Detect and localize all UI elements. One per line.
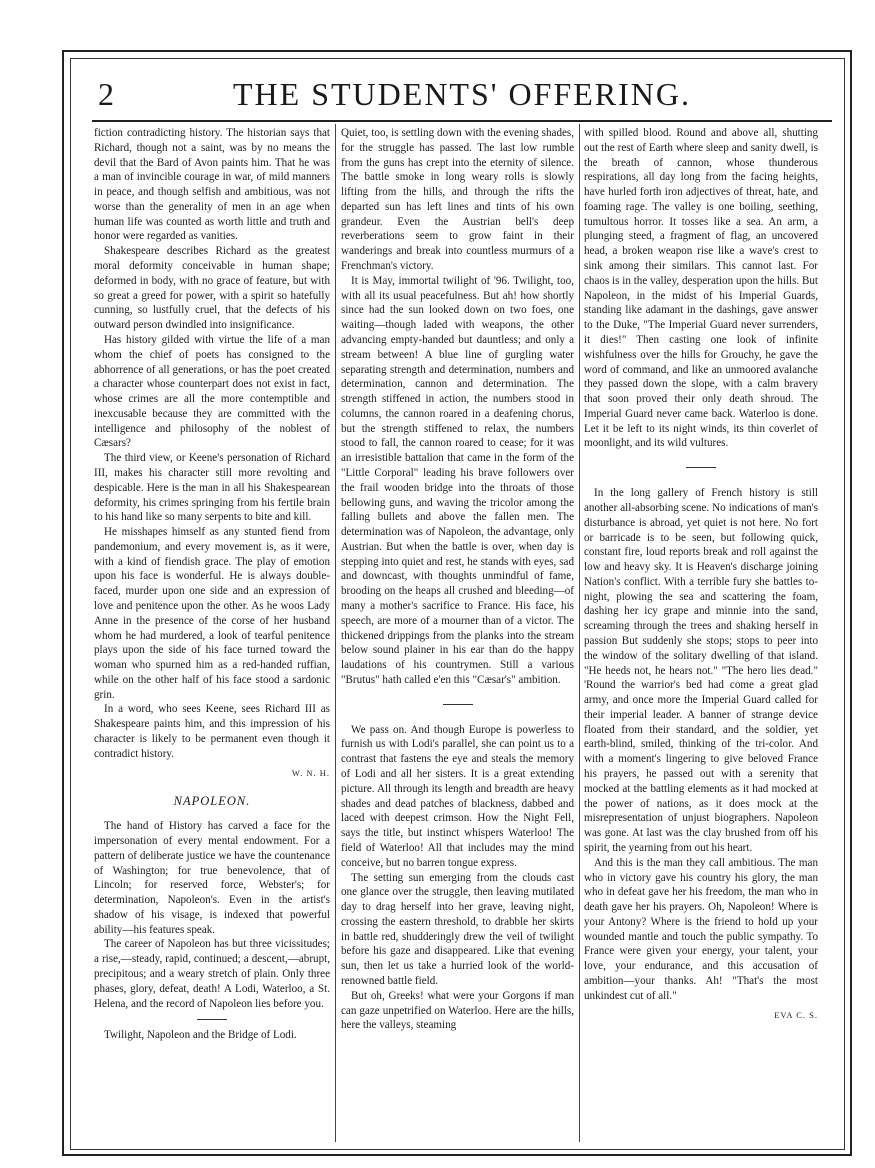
column-divider-1 (335, 124, 336, 1142)
paragraph: The setting sun emerging from the clouds cast one glance over the struggle, then leaving mutilated day to drag herself into her grave, leaving night, crossing the eastern threshold, to drabble her skirts in battle red, shudderingly drew the veil of twilight before his gaze and disappeared. Like that evening sun, then let us take a hurried look of the world-renowned battle field. (341, 871, 574, 987)
column-2 (341, 126, 574, 1033)
paragraph: It is May, immortal twilight of '96. Twilight, too, with all its usual peacefulness. But ah! how shortly since had the sun looked down on two foes, one waiting—though laded with weapons, the other advancing empty-handed but dauntless; and only a stream between! A blue line of gurgling water separating strength and determination, numbers and determination, cannon and determination. The strength stiffened in action, the numbers stood in columns, the cannon roared in a deafening chorus, but the strength stiffened to relax, the numbers stood to fall, the cannon roared to cease; for it was an irresistible battalion that came in the form of the "Little Corporal" leading his brave followers over the frail wooden bridge into the throats of those bellowing guns, and waving the tricolor among the falling bullets and above the fallen men. The determination was of Napoleon, the advantage, only Austrian. But when the battle is over, when day is stepping into quiet and rest, he stands with eyes, sad and downcast, with thoughts unmindful of fame, brooding on the heaps all crushed and bleeding—of many a mother's sacrifice to France. His face, his speech, are more of a mourner than of a victor. The thickened drippings from the planks into the stream below sound plainer in his ear than do the happy laudations of his countrymen. Still a various "Brutus" hath called e'en this "Cæsar's" ambition. (341, 274, 574, 686)
paragraph: The hand of History has carved a face for the impersonation of every mental endowment. For a pattern of deliberate justice we have the countenance of Washington; for true benevolence, that of Lincoln; for reserved force, Webster's; for determination, Napoleon's. Even in the artist's shadow of his visage, is indexed that powerful ability—his features speak. (94, 820, 330, 936)
section-separator (197, 1019, 227, 1020)
section-separator (443, 704, 473, 705)
column-1 (94, 126, 330, 1043)
paragraph: But oh, Greeks! what were your Gorgons if man can gaze unpetrified on Waterloo. Here are the hills, here the valleys, steaming (341, 989, 574, 1032)
paragraph: with spilled blood. Round and above all, shutting out the rest of Earth where sleep and sanity dwell, is the breath of cannon, whose thunderous respirations, all day long from the facing heights, have hurled forth iron adjectives of threat, hate, and foaming rage. The valley is one boiling, seething, tumultous horror. It tosses like a sea. An arm, a plunging steed, a fragment of flag, an uncovered head, a broken weapon rise like a wave's crest to sink among their similars. This cannot last. For chaos is in the valley, desperation upon the hills. But Napoleon, in the midst of his Imperial Guards, standing like adamant in the dashings, gave answer to the Duke, "The Imperial Guard never surrenders, it dies!" Then casting one look of infinite wishfulness over the hills for Grouchy, he gave the word of command, and like an unmoored avalanche they passed down the slope, with a calm bravery that soon proved their only death shroud. The Imperial Guard never came back. Waterloo is done. Let it be left to its night winds, its thin coverlet of moonlight, and its wild vultures. (584, 127, 818, 450)
paragraph: Quiet, too, is settling down with the evening shades, for the struggle has passed. The last low rumble from the guns has crept into the eternity of silence. The battle smoke in long weary rolls is slowly lifting from the hills, and through the rifts the departed sun has left lines and tints of his own grandeur. Even the Austrian bell's deep reverberations seem to grow faint in their wanderings and break into countless murmurs of a Frenchman's victory. (341, 127, 574, 273)
column-3 (584, 126, 818, 1022)
paragraph: Shakespeare describes Richard as the greatest moral deformity conceivable in human shape; deformed in body, with no grace of feature, but with so great a greed for power, with a spirit so hatefully cunning, so lustfully cruel, that the defects of his outward person dwindled into insignificance. (94, 245, 330, 332)
publication-title: THE STUDENTS' OFFERING. (233, 76, 691, 112)
paragraph: In the long gallery of French history is still another all-absorbing scene. No indications of man's disturbance is abroad, yet quiet is not here. No fort or barricade is to be seen, but following quick, constant fire, loud reports break and roll against the low and heavy sky. It is Heaven's discharge joining Nation's conflict. With a terrible fury she battles to-night, plowing the sea and scattering the foam, dashing her icy grape and minnie into the sand, screaming through the trees and shaking herself in passion But suddenly she stops; stops to peer into the window of the solitary dwelling of that island. "He heeds not, he hears not." "The hero lies dead." 'Round the warrior's bed had come a great glad army, and once more the Imperial Guard called for their imperial leader. A banner of strange device floated from their standard, and the soldier, yet earth-blind, smiled, thinking of the tri-color. And with a moment's lingering to give beloved France his prayers, he passed out with a serenity that mocked at the battling elements as it had mocked at the power of nations, as it does mock at the misrepresentation of unjust biographers. Napoleon was gone. At last was the clay brushed from off his spirit, the yearning from out his heart. (584, 487, 818, 854)
paragraph: We pass on. And though Europe is powerless to furnish us with Lodi's parallel, she can point us to a contrast that fastens the eye and steals the memory of Lodi and all her sisters. It is a great extending picture. All through its length and breadth are heavy shades and dead patches of blackness, dabbed and laced with deepest crimson. How the Night Fell, says the title, but instinct whispers Waterloo! The field of Waterloo! All that includes may the mind conceive, but no barren tongue express. (341, 723, 574, 869)
paragraph: The career of Napoleon has but three vicissitudes; a rise,—steady, rapid, continued; a descent,—abrupt, precipitous; and a weary stretch of plain. Only three phases, glory, defeat, death! A Lodi, Waterloo, a St. Helena, and the record of Napoleon lies before you. (94, 938, 330, 1010)
paragraph: fiction contradicting history. The historian says that Richard, though not a saint, was by no means the devil that the Bard of Avon paints him. That he was a man of invincible courage in war, of mild manners in peace, and though selfish and ambitious, was not worse than the generality of men in an age when human life was counted as worth little and truth and honor were regarded as vanities. (94, 127, 330, 243)
paragraph: He misshapes himself as any stunted fiend from pandemonium, and every movement is, as it were, with a kind of fiendish grace. The play of emotion upon his face is wonderful. He is always double-faced, murder upon one side and an expression of love and penitence upon the other. As he woos Lady Anne in the presence of the corse of her husband whom he had murdered, a look of tearful penitence plays upon the side of his face turned toward the woman who spurned him as a red-handed ruffian, while on the other half of his face stood a sardonic grin. (94, 526, 330, 701)
paragraph: Has history gilded with virtue the life of a man whom the chief of poets has consigned to the abhorrence of all generations, or has the poet created a character whose counterpart does not exist in fact, whose crimes are all the more contemptible and inexcusable because they are committed with the intelligence and philosophy of the noblest of Cæsars? (94, 333, 330, 450)
column-divider-2 (579, 124, 580, 1142)
page-number: 2 (98, 76, 115, 112)
article-heading: NAPOLEON. (173, 794, 251, 809)
paragraph: And this is the man they call ambitious. The man who in victory gave his country his glory, the man who in defeat gave her his freedom, the man who in death gave her his prayers. Oh, Napoleon! Where is your Antony? Where is the friend to hold up your wounded mantle and touch the public sympathy. To France were given your energy, your talent, your love, your endurance, and this accusation of ambition—your thanks. Ah! "That's the most unkindest cut of all." (584, 856, 818, 1002)
paragraph: The third view, or Keene's personation of Richard III, makes his character still more revolting and despicable. Here is the man in all his Shakespearean deformity, his crimes springing from his fertile brain to his hand like so many serpents to bite and kill. (94, 452, 330, 524)
paragraph: In a word, who sees Keene, sees Richard III as Shakespeare paints him, and this impression of his character is likely to be permanent even though it contradict history. (94, 703, 330, 760)
author-signature: EVA C. S. (774, 1009, 818, 1020)
paragraph: Twilight, Napoleon and the Bridge of Lodi. (104, 1029, 297, 1042)
author-signature: W. N. H. (291, 767, 330, 778)
masthead (92, 70, 832, 122)
section-separator (686, 467, 716, 468)
